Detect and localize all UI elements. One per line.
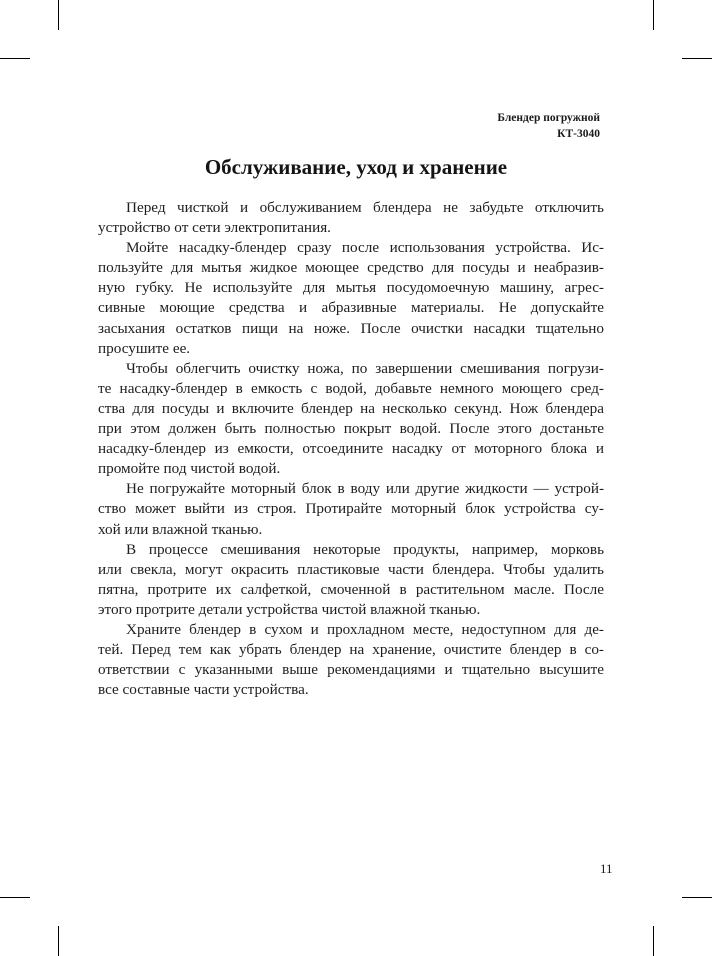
- text-line: при этом должен быть полностью покрыт водой. После этого достаньте: [98, 420, 604, 438]
- text-line: насадку-блендер из емкости, отсоедините насадку от моторного блока и: [98, 440, 604, 458]
- text-line: пятна, протрите их салфеткой, смоченной в растительном масле. После: [98, 580, 604, 598]
- text-line: сивные моющие средства и абразивные материалы. Не допускайте: [98, 299, 604, 317]
- section-title: Обслуживание, уход и хранение: [204, 155, 508, 179]
- text-line: этого протрите детали устройства чистой влажной тканью.: [98, 600, 481, 618]
- running-head-product: Блендер погружной: [497, 112, 600, 124]
- text-line: те насадку-блендер в емкость с водой, добавьте немного моющего сред-: [98, 379, 604, 397]
- paragraph-power-off: [98, 198, 604, 238]
- text-line: Храните блендер в сухом и прохладном месте, недоступном для де-: [126, 620, 604, 638]
- text-line: промойте под чистой водой.: [98, 460, 281, 478]
- running-head-model: КТ-3040: [557, 128, 600, 140]
- text-line: Не погружайте моторный блок в воду или другие жидкости — устрой-: [126, 480, 604, 498]
- text-line: все составные части устройства.: [98, 681, 309, 699]
- text-line: В процессе смешивания некоторые продукты, например, морковь: [126, 540, 604, 558]
- crop-mark-top-left-horizontal: [0, 58, 30, 59]
- crop-mark-bottom-right-vertical: [653, 926, 654, 956]
- text-line: Чтобы облегчить очистку ножа, по завершении смешивания погрузи-: [126, 359, 604, 377]
- text-line: тей. Перед тем как убрать блендер на хранение, очистите блендер в со-: [98, 641, 604, 659]
- text-line: ства для посуды и включите блендер на несколько секунд. Нож блендера: [98, 399, 604, 417]
- text-line: Мойте насадку-блендер сразу после использования устройства. Ис-: [126, 239, 604, 257]
- text-line: устройство от сети электропитания.: [98, 219, 331, 237]
- crop-mark-bottom-left-vertical: [58, 926, 59, 956]
- text-line: пользуйте для мытья жидкое моющее средство для посуды и неабразив-: [98, 259, 604, 277]
- page-number: 11: [600, 861, 613, 876]
- text-line: просушите ее.: [98, 339, 191, 357]
- crop-mark-top-right-vertical: [653, 0, 654, 30]
- paragraph-washing: [98, 238, 604, 359]
- text-line: засыхания остатков пищи на ноже. После очистки насадки тщательно: [98, 319, 604, 337]
- text-line: ную губку. Не используйте для мытья посудомоечную машину, агрес-: [98, 279, 604, 297]
- paragraph-motor-block: [98, 479, 604, 539]
- paragraph-knife-cleaning: [98, 359, 604, 480]
- text-line: ответствии с указанными выше рекомендациями и тщательно высушите: [98, 661, 604, 679]
- text-line: Перед чисткой и обслуживанием блендера не забудьте отключить: [126, 199, 604, 216]
- crop-mark-bottom-right-horizontal: [682, 897, 712, 898]
- crop-mark-top-right-horizontal: [682, 58, 712, 59]
- running-head: [497, 110, 600, 142]
- body-text: [98, 198, 604, 700]
- crop-mark-top-left-vertical: [58, 0, 59, 30]
- paragraph-storage: [98, 620, 604, 700]
- crop-mark-bottom-left-horizontal: [0, 897, 30, 898]
- paragraph-stains: [98, 540, 604, 620]
- text-line: или свекла, могут окрасить пластиковые части блендера. Чтобы удалить: [98, 560, 604, 578]
- text-line: ство может выйти из строя. Протирайте моторный блок устройства су-: [98, 500, 604, 518]
- text-line: хой или влажной тканью.: [98, 520, 263, 538]
